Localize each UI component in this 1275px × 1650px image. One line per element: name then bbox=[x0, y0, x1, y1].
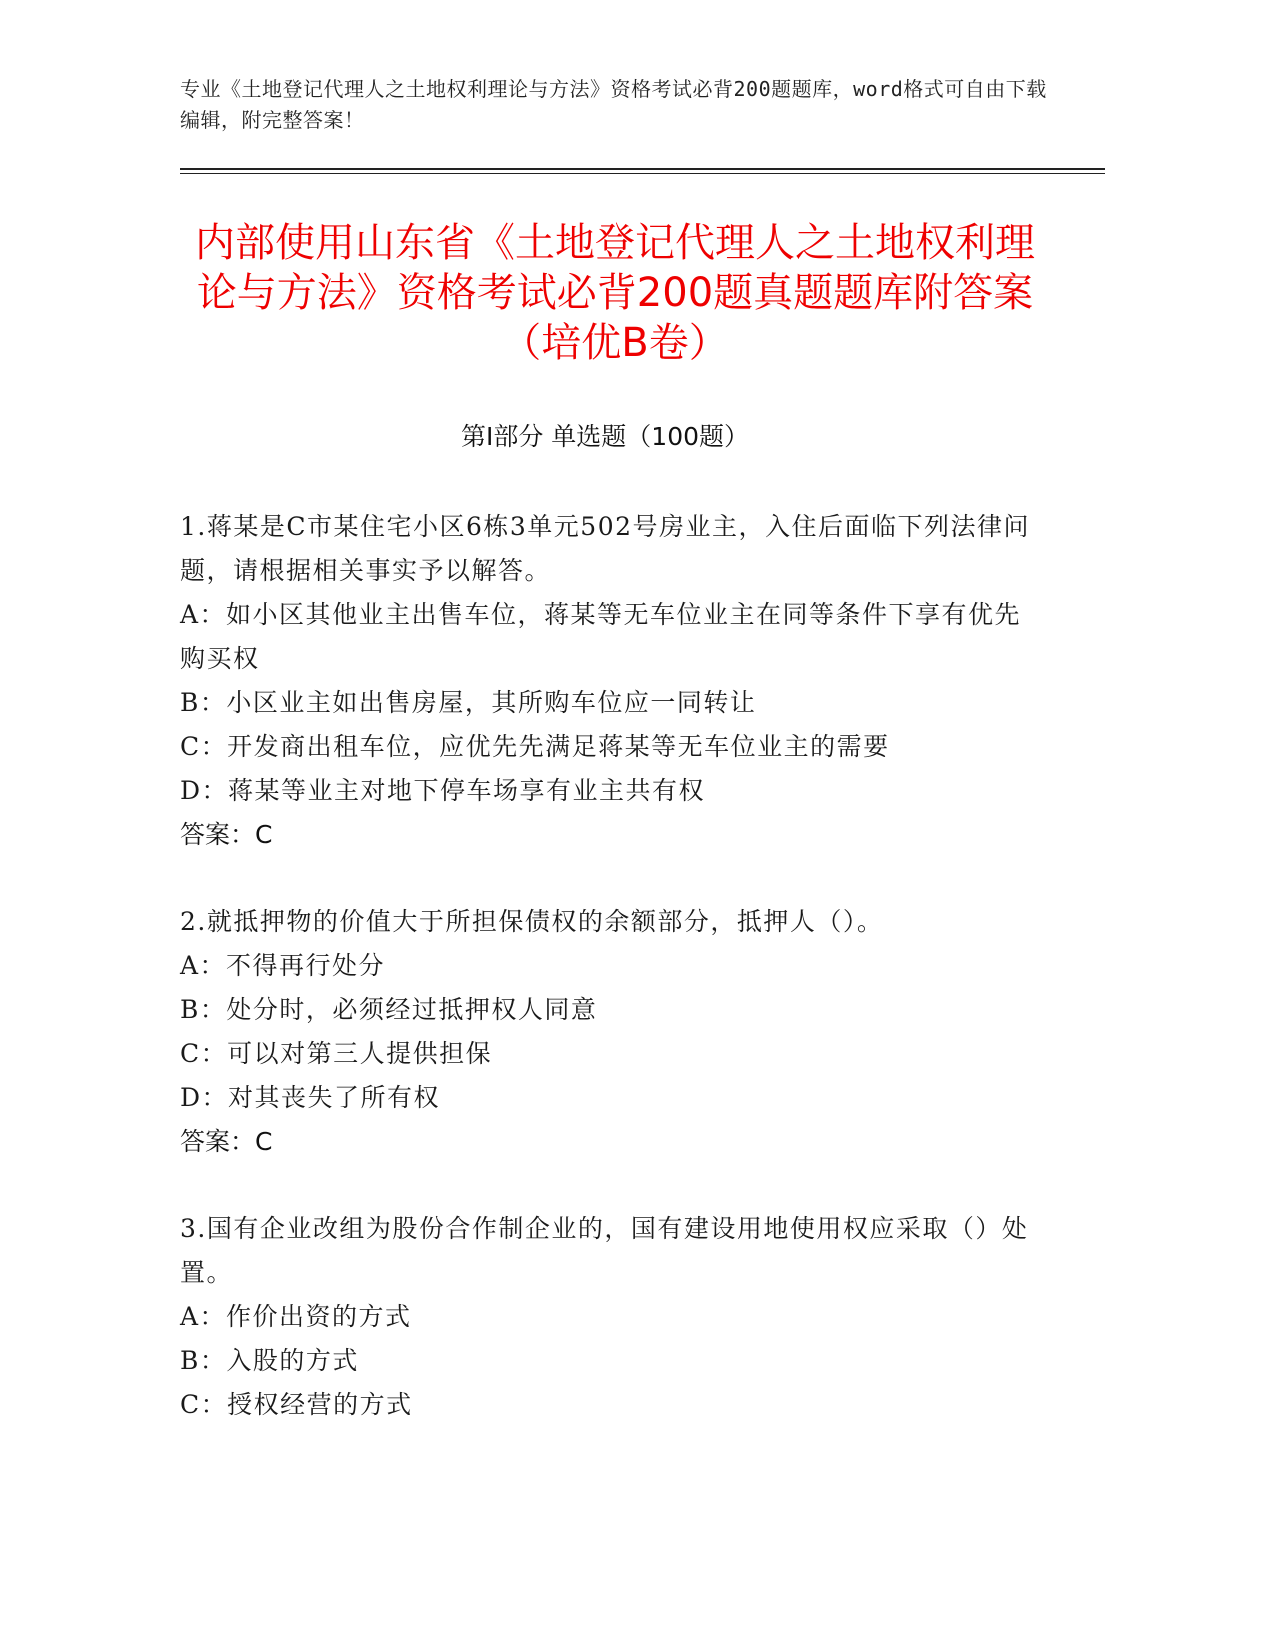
question-list bbox=[180, 505, 1030, 1470]
header-note: 专业《土地登记代理人之土地权利理论与方法》资格考试必背200题题库，word格式可自由下载编辑，附完整答案！ bbox=[180, 77, 1047, 132]
option-c: C：可以对第三人提供担保 bbox=[180, 1039, 493, 1068]
option-a: A：不得再行处分 bbox=[180, 951, 386, 980]
question-2 bbox=[180, 900, 1030, 1164]
question-1 bbox=[180, 505, 1030, 857]
option-c: C：授权经营的方式 bbox=[180, 1390, 413, 1419]
option-b: B：入股的方式 bbox=[180, 1346, 359, 1375]
option-c: C：开发商出租车位，应优先先满足蒋某等无车位业主的需要 bbox=[180, 732, 890, 761]
header-rule-thin bbox=[180, 173, 1105, 174]
option-d: D：蒋某等业主对地下停车场享有业主共有权 bbox=[180, 776, 706, 805]
answer-line: 答案：C bbox=[180, 1127, 273, 1156]
answer-line: 答案：C bbox=[180, 820, 273, 849]
question-stem: 2.就抵押物的价值大于所担保债权的余额部分，抵押人（）。 bbox=[180, 907, 884, 936]
document-title: 内部使用山东省《土地登记代理人之土地权利理论与方法》资格考试必背200题真题题库附答案（培优B卷） bbox=[195, 220, 1035, 366]
option-a: A：如小区其他业主出售车位，蒋某等无车位业主在同等条件下享有优先购买权 bbox=[180, 600, 1022, 673]
section-title: 第Ⅰ部分 单选题（100题） bbox=[460, 422, 750, 451]
question-stem: 3.国有企业改组为股份合作制企业的，国有建设用地使用权应采取（）处置。 bbox=[180, 1214, 1029, 1287]
option-a: A：作价出资的方式 bbox=[180, 1302, 412, 1331]
question-stem: 1.蒋某是C市某住宅小区6栋3单元502号房业主，入住后面临下列法律问题，请根据相关事实予以解答。 bbox=[180, 512, 1031, 585]
question-3 bbox=[180, 1207, 1030, 1427]
option-b: B：小区业主如出售房屋，其所购车位应一同转让 bbox=[180, 688, 757, 717]
option-b: B：处分时，必须经过抵押权人同意 bbox=[180, 995, 598, 1024]
option-d: D：对其丧失了所有权 bbox=[180, 1083, 441, 1112]
header-rule-thick bbox=[180, 168, 1105, 170]
